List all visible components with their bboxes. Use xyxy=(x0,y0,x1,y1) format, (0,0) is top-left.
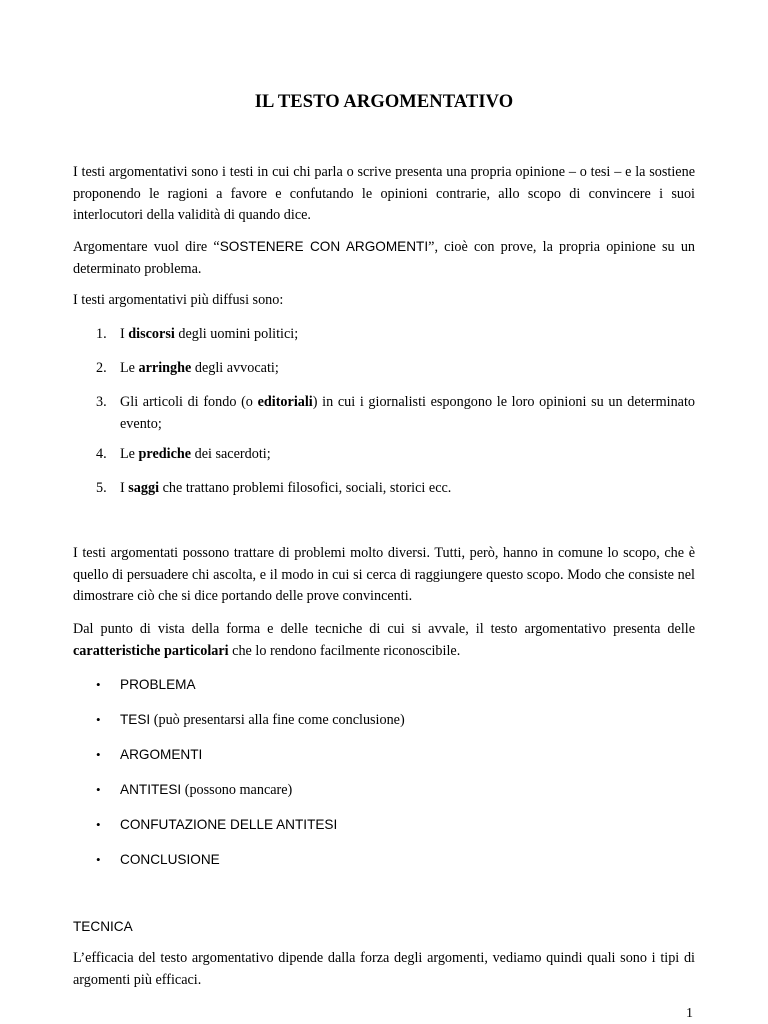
bullet-item-text xyxy=(120,779,292,802)
list-item-number: 5. xyxy=(96,480,107,496)
page-number: 1 xyxy=(686,1006,693,1021)
list-item-post: degli avvocati; xyxy=(191,360,279,376)
bullet-dot-icon: • xyxy=(96,852,101,867)
list-item-bold: prediche xyxy=(138,446,192,462)
list-item-post: degli uomini politici; xyxy=(174,326,299,342)
bullet-item-text xyxy=(120,709,405,732)
list-item-pre: Gli articoli di fondo (o xyxy=(120,394,258,410)
bullet-item-text xyxy=(120,849,220,872)
list-item-post: ) in cui i giornalisti espongono le loro opinioni su un determinato evento; xyxy=(120,394,696,432)
characteristics-bold: caratteristiche particolari xyxy=(73,642,229,659)
definition-caps: SOSTENERE CON ARGOMENTI xyxy=(219,239,429,254)
bullet-item-caps: CONFUTAZIONE DELLE ANTITESI xyxy=(120,817,338,832)
bullet-item-text xyxy=(120,814,337,837)
list-item-text xyxy=(120,358,695,380)
list-item-pre: Le xyxy=(120,360,139,376)
list-item-post: dei sacerdoti; xyxy=(191,446,271,462)
list-item-number: 4. xyxy=(96,446,107,462)
bullet-item-caps: CONCLUSIONE xyxy=(120,852,220,867)
section-heading-tecnica: TECNICA xyxy=(73,919,133,934)
bullet-item xyxy=(96,814,337,837)
bullet-item xyxy=(96,674,196,697)
list-item-text xyxy=(120,392,695,435)
list-item-pre: I xyxy=(120,326,129,342)
bullet-dot-icon: • xyxy=(96,782,101,797)
bullet-item-caps: ANTITESI xyxy=(120,782,182,797)
list-item-text xyxy=(120,324,695,346)
list-item xyxy=(96,392,695,435)
definition-text-before: Argomentare vuol dire “ xyxy=(73,239,220,255)
bullet-item-rest: (possono mancare) xyxy=(181,782,293,798)
definition-text-after: ”, cioè con prove, la propria opinione su un determinato problema. xyxy=(73,239,696,277)
list-item xyxy=(96,324,695,346)
list-item-number: 1. xyxy=(96,326,107,342)
list-item-bold: arringhe xyxy=(138,360,192,376)
bullet-item-caps: TESI xyxy=(120,712,151,727)
characteristics-paragraph xyxy=(73,619,695,662)
bullet-dot-icon: • xyxy=(96,747,101,762)
list-item xyxy=(96,358,695,380)
scope-paragraph: I testi argomentati possono trattare di problemi molto diversi. Tutti, però, hanno in comune lo scopo, che è quello di persuadere chi ascolta, e il modo in cui si cerca di raggiungere questo scopo. Modo che consiste nel dimostrare ciò che si dice portando delle prove convincenti. xyxy=(73,545,695,604)
bullet-item-text xyxy=(120,744,202,767)
definition-paragraph xyxy=(73,236,695,280)
list-item xyxy=(96,444,695,466)
list-item-pre: I xyxy=(120,480,129,496)
bullet-item-caps: ARGOMENTI xyxy=(120,747,203,762)
list-intro-paragraph: I testi argomentativi più diffusi sono: xyxy=(73,292,284,308)
bullet-item xyxy=(96,779,292,802)
list-item-text xyxy=(120,478,695,500)
intro-paragraph: I testi argomentativi sono i testi in cui chi parla o scrive presenta una propria opinione – o tesi – e la sostiene proponendo le ragioni a favore e confutando le opinioni contrarie, allo scopo di convincere i suoi interlocutori della validità di quando dice. xyxy=(73,164,695,223)
bullet-dot-icon: • xyxy=(96,817,101,832)
bullet-item xyxy=(96,744,202,767)
list-item-bold: discorsi xyxy=(128,326,175,342)
bullet-item xyxy=(96,849,220,872)
bullet-item-caps: PROBLEMA xyxy=(120,677,196,692)
bullet-item-text xyxy=(120,674,196,697)
characteristics-post: che lo rendono facilmente riconoscibile. xyxy=(228,642,461,659)
list-item-number: 3. xyxy=(96,394,107,410)
list-item-number: 2. xyxy=(96,360,107,376)
list-item-text xyxy=(120,444,695,466)
bullet-dot-icon: • xyxy=(96,677,101,692)
list-item xyxy=(96,478,695,500)
list-item-pre: Le xyxy=(120,446,139,462)
list-item-post: che trattano problemi filosofici, sociali, storici ecc. xyxy=(159,480,452,496)
efficacy-paragraph: L’efficacia del testo argomentativo dipende dalla forza degli argomenti, vediamo quindi quali sono i tipi di argomenti più efficaci. xyxy=(73,950,695,988)
list-item-bold: editoriali xyxy=(257,394,313,410)
bullet-dot-icon: • xyxy=(96,712,101,727)
document-title: IL TESTO ARGOMENTATIVO xyxy=(254,92,514,112)
list-item-bold: saggi xyxy=(128,480,160,496)
bullet-item xyxy=(96,709,405,732)
characteristics-pre: Dal punto di vista della forma e delle tecniche di cui si avvale, il testo argomentativo presenta delle xyxy=(73,621,695,637)
bullet-item-rest: (può presentarsi alla fine come conclusione) xyxy=(150,712,405,728)
